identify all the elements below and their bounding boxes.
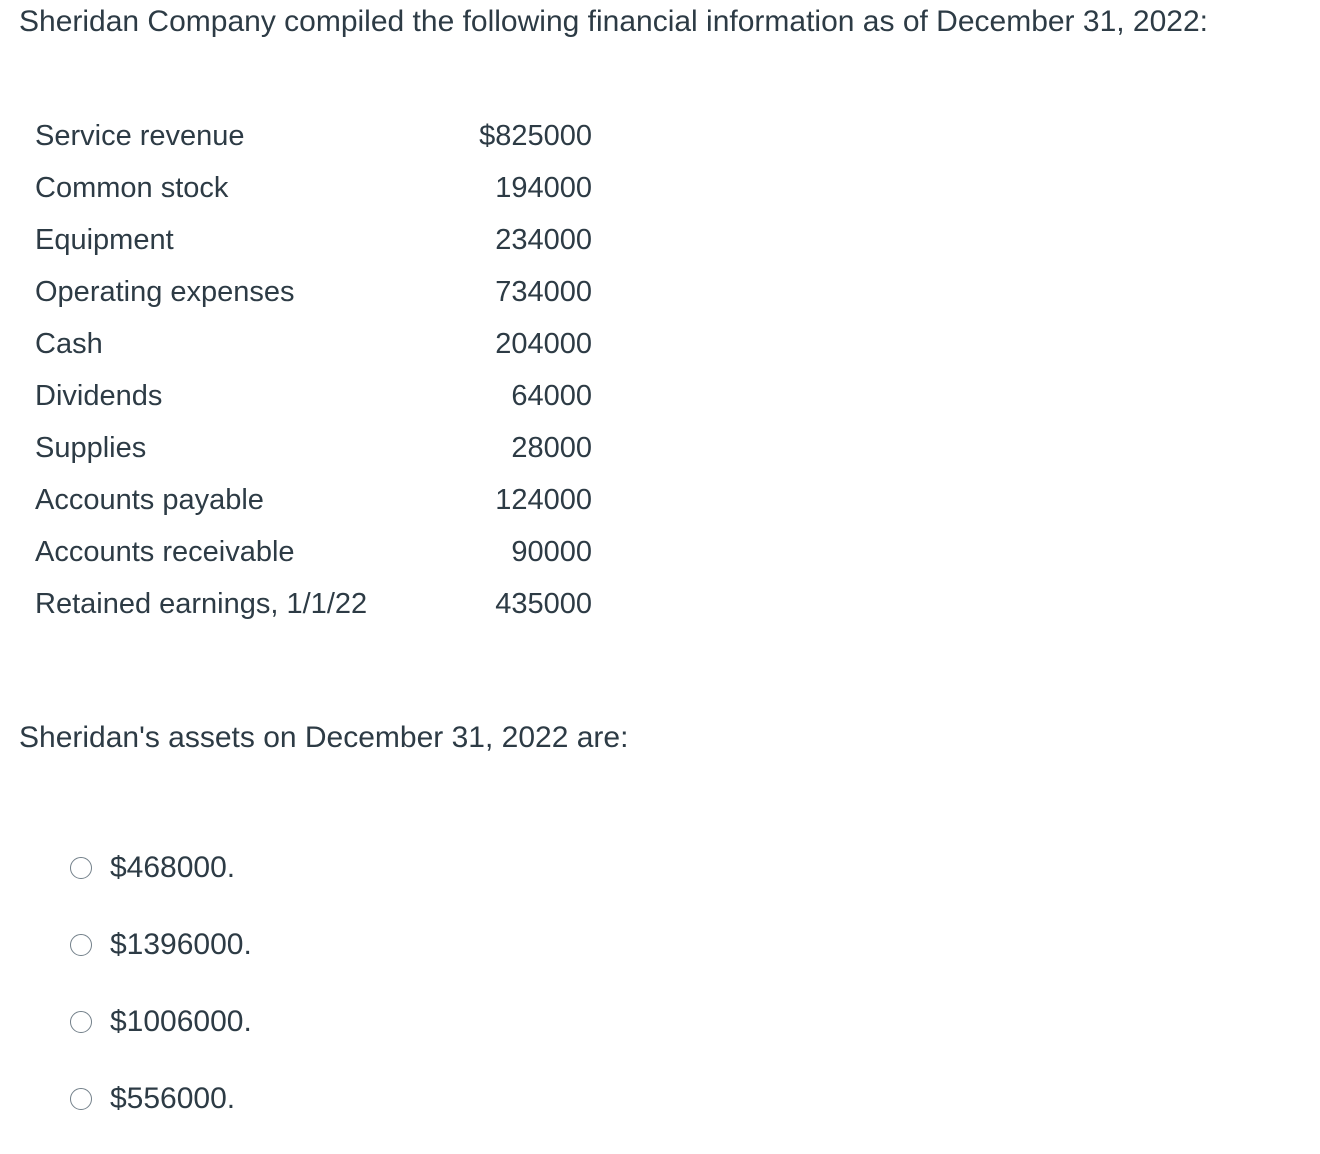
item-label: Service revenue <box>35 119 245 152</box>
radio-button[interactable] <box>70 857 92 879</box>
question-prompt: Sheridan's assets on December 31, 2022 are: <box>19 721 629 754</box>
item-amount: 28000 <box>511 431 592 464</box>
item-label: Operating expenses <box>35 275 295 308</box>
item-label: Dividends <box>35 379 163 412</box>
answer-option-label[interactable]: $1006000. <box>110 1005 252 1038</box>
item-amount: 204000 <box>495 327 592 360</box>
table-row <box>35 370 592 422</box>
table-row <box>35 266 592 318</box>
answer-option[interactable] <box>70 846 252 890</box>
item-amount: 124000 <box>495 483 592 516</box>
item-amount: $825000 <box>479 119 592 152</box>
item-amount: 90000 <box>511 535 592 568</box>
table-row <box>35 110 592 162</box>
item-label: Cash <box>35 327 103 360</box>
item-label: Accounts payable <box>35 483 264 516</box>
item-label: Supplies <box>35 431 147 464</box>
financial-info-table <box>35 110 592 630</box>
item-amount: 194000 <box>495 171 592 204</box>
item-amount: 435000 <box>495 587 592 620</box>
answer-option[interactable] <box>70 1077 252 1121</box>
table-row <box>35 318 592 370</box>
radio-button[interactable] <box>70 934 92 956</box>
item-label: Common stock <box>35 171 229 204</box>
answer-option-label[interactable]: $468000. <box>110 851 236 884</box>
radio-button[interactable] <box>70 1011 92 1033</box>
radio-button[interactable] <box>70 1088 92 1110</box>
item-label: Equipment <box>35 223 174 256</box>
table-row <box>35 422 592 474</box>
table-row <box>35 214 592 266</box>
item-amount: 234000 <box>495 223 592 256</box>
question-intro: Sheridan Company compiled the following financial information as of December 31, 2022: <box>19 5 1208 38</box>
table-row <box>35 578 592 630</box>
answer-option[interactable] <box>70 923 252 967</box>
table-row <box>35 162 592 214</box>
item-label: Accounts receivable <box>35 535 295 568</box>
item-amount: 734000 <box>495 275 592 308</box>
answer-option-label[interactable]: $1396000. <box>110 928 252 961</box>
table-row <box>35 526 592 578</box>
item-amount: 64000 <box>511 379 592 412</box>
answer-option-label[interactable]: $556000. <box>110 1082 236 1115</box>
answer-options <box>70 846 252 1154</box>
item-label: Retained earnings, 1/1/22 <box>35 587 368 620</box>
answer-option[interactable] <box>70 1000 252 1044</box>
table-row <box>35 474 592 526</box>
